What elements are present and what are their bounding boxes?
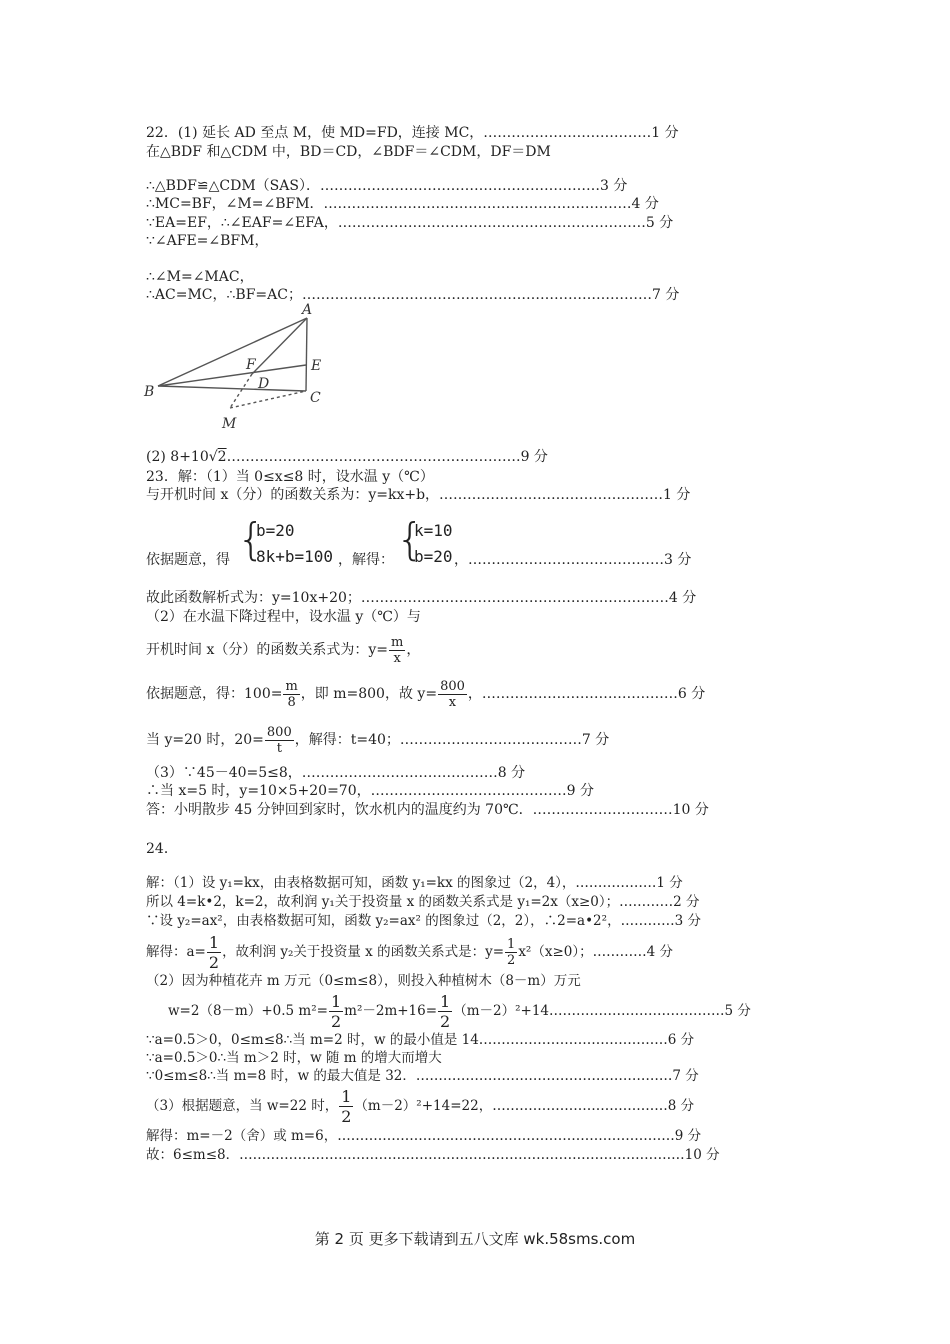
q23-line-3c: ，……………………………………3 分 — [454, 552, 692, 568]
system-1-eq1: b=20 — [256, 521, 295, 540]
label-C: C — [310, 390, 321, 406]
q22-line-6: ∵∠AFE=∠BFM， — [146, 233, 269, 249]
fraction-m-over-8: $\frac{m}{8}$ — [285, 678, 298, 710]
fraction-one-half-a: $\frac{1}{2}$ — [330, 992, 342, 1031]
q23-line-3b: ，解得： — [338, 552, 394, 568]
q23-line-11: 答：小明散步 45 分钟回到家时，饮水机内的温度约为 70℃．…………………………10 分 — [146, 802, 709, 818]
q24-line-12: 故：6≤m≤8．………………………………………………………………………………………10 分 — [146, 1147, 720, 1163]
q23-line-6: 开机时间 x（分）的函数关系式为：y= $\frac{m}{x}$ ， — [146, 634, 421, 666]
q22-line-1: 22．(1) 延长 AD 至点 M，使 MD=FD，连接 MC，………………………………1 分 — [146, 125, 679, 141]
label-A: A — [302, 302, 313, 318]
system-1-eq2: 8k+b=100 — [256, 547, 334, 566]
sqrt-symbol: √ — [208, 449, 218, 465]
fraction-800-over-t: $\frac{800}{t}$ — [266, 724, 292, 756]
q24-line-4: 解得：a= $\frac{1}{2}$ ，故利润 y₂关于投资量 x 的函数关系式是：y= $\frac{1}{2}$ x²（x≥0）；…………4 分 — [146, 933, 673, 972]
q22-line-9: (2) 8+10√2………………………………………………………9 分 — [146, 449, 548, 465]
q24-line-11: 解得：m=－2（舍）或 m=6，…………………………………………………………………9 分 — [146, 1128, 702, 1144]
q24-line-8: ∵a=0.5＞0∴当 m＞2 时，w 随 m 的增大而增大 — [146, 1050, 442, 1066]
system-2-eq1: k=10 — [414, 521, 453, 540]
fraction-one-half-b: $\frac{1}{2}$ — [440, 992, 451, 1031]
side-BC — [158, 386, 306, 391]
q24-line-6: w=2（8－m）+0.5 m²= $\frac{1}{2}$ m²－2m+16= $\frac{1}{2}$ （m－2）²+14…………………………………5 分 — [168, 992, 751, 1031]
fraction-one-half: $\frac{1}{2}$ — [208, 933, 220, 972]
system-2-eq2: b=20 — [414, 547, 453, 566]
q22-line-8: ∴AC=MC，∴BF=AC；…………………………………………………………………7 分 — [146, 287, 680, 303]
q23-line-1: 23．解：（1）当 0≤x≤8 时，设水温 y（℃） — [146, 469, 434, 485]
fraction-800-over-x: $\frac{800}{x}$ — [440, 678, 465, 710]
label-B: B — [144, 384, 155, 400]
q24-line-1: 解：（1）设 y₁=kx，由表格数据可知，函数 y₁=kx 的图象过（2，4），………………1 分 — [146, 875, 683, 891]
label-F: F — [246, 357, 256, 373]
q24-line-3: ∵设 y₂=ax²，由表格数据可知，函数 y₂=ax² 的图象过（2，2），∴2=a•2²，…………3 分 — [146, 913, 701, 929]
q23-line-4: 故此函数解析式为：y=10x+20；…………………………………………………………4 分 — [146, 590, 697, 606]
q22-line-3: ∴△BDF≌△CDM（SAS）．……………………………………………………3 分 — [146, 178, 628, 194]
triangle-figure — [140, 302, 340, 434]
q24-line-5: （2）因为种植花卉 m 万元（0≤m≤8），则投入种植树木（8－m）万元 — [146, 973, 581, 989]
q23-line-5: （2）在水温下降过程中，设水温 y（℃）与 — [146, 609, 421, 625]
page-footer: 第 2 页 更多下载请到五八文库 wk.58sms.com — [314, 1230, 636, 1248]
q23-line-3a: 依据题意，得 — [146, 552, 230, 568]
q22-line-5: ∵EA=EF，∴∠EAF=∠EFA，…………………………………………………………5 分 — [146, 215, 674, 231]
q22-line-7: ∴∠M=∠MAC， — [146, 269, 254, 285]
q24-line-7: ∵a=0.5＞0，0≤m≤8∴当 m=2 时，w 的最小值是 14……………………………………6 分 — [146, 1032, 695, 1048]
left-brace-2: { — [396, 514, 424, 565]
q22-line-4: ∴MC=BF，∠M=∠BFM．…………………………………………………………4 分 — [146, 196, 659, 212]
q24-line-9: ∵0≤m≤8∴当 m=8 时，w 的最大值是 32．…………………………………………………7 分 — [146, 1068, 699, 1084]
fraction-one-half-small: $\frac{1}{2}$ — [507, 937, 516, 968]
side-AC — [306, 318, 307, 391]
q23-line-10: ∴当 x=5 时，y=10×5+20=70，……………………………………9 分 — [146, 783, 594, 799]
q24-number: 24． — [146, 841, 178, 857]
fraction-m-over-x: $\frac{m}{x}$ — [391, 634, 404, 666]
q23-line-9: （3）∵45－40=5≤8，……………………………………8 分 — [146, 765, 526, 781]
label-E: E — [311, 358, 322, 374]
fraction-one-half-c: $\frac{1}{2}$ — [341, 1087, 352, 1126]
segment-MC — [230, 391, 306, 408]
left-brace-1: { — [237, 514, 265, 565]
q24-line-10: （3）根据题意，当 w=22 时， $\frac{1}{2}$ （m－2）²+14=22，…………………………………8 分 — [146, 1087, 695, 1126]
q23-line-2: 与开机时间 x（分）的函数关系为：y=kx+b，…………………………………………1 分 — [146, 487, 691, 503]
q23-line-7: 依据题意，得：100= $\frac{m}{8}$ ，即 m=800，故 y= $\frac{800}{x}$ ，……………………………………6 分 — [146, 678, 706, 710]
label-D: D — [258, 376, 270, 392]
label-M: M — [222, 416, 237, 432]
q22-line-2: 在△BDF 和△CDM 中，BD＝CD，∠BDF＝∠CDM，DF＝DM — [146, 144, 551, 160]
segment-DM — [230, 374, 252, 408]
q24-line-2: 所以 4=k•2，k=2，故利润 y₁关于投资量 x 的函数关系式是 y₁=2x（x≥0）；…………2 分 — [146, 894, 700, 910]
q23-line-8: 当 y=20 时，20= $\frac{800}{t}$ ，解得：t=40；…………………………………7 分 — [146, 724, 610, 756]
